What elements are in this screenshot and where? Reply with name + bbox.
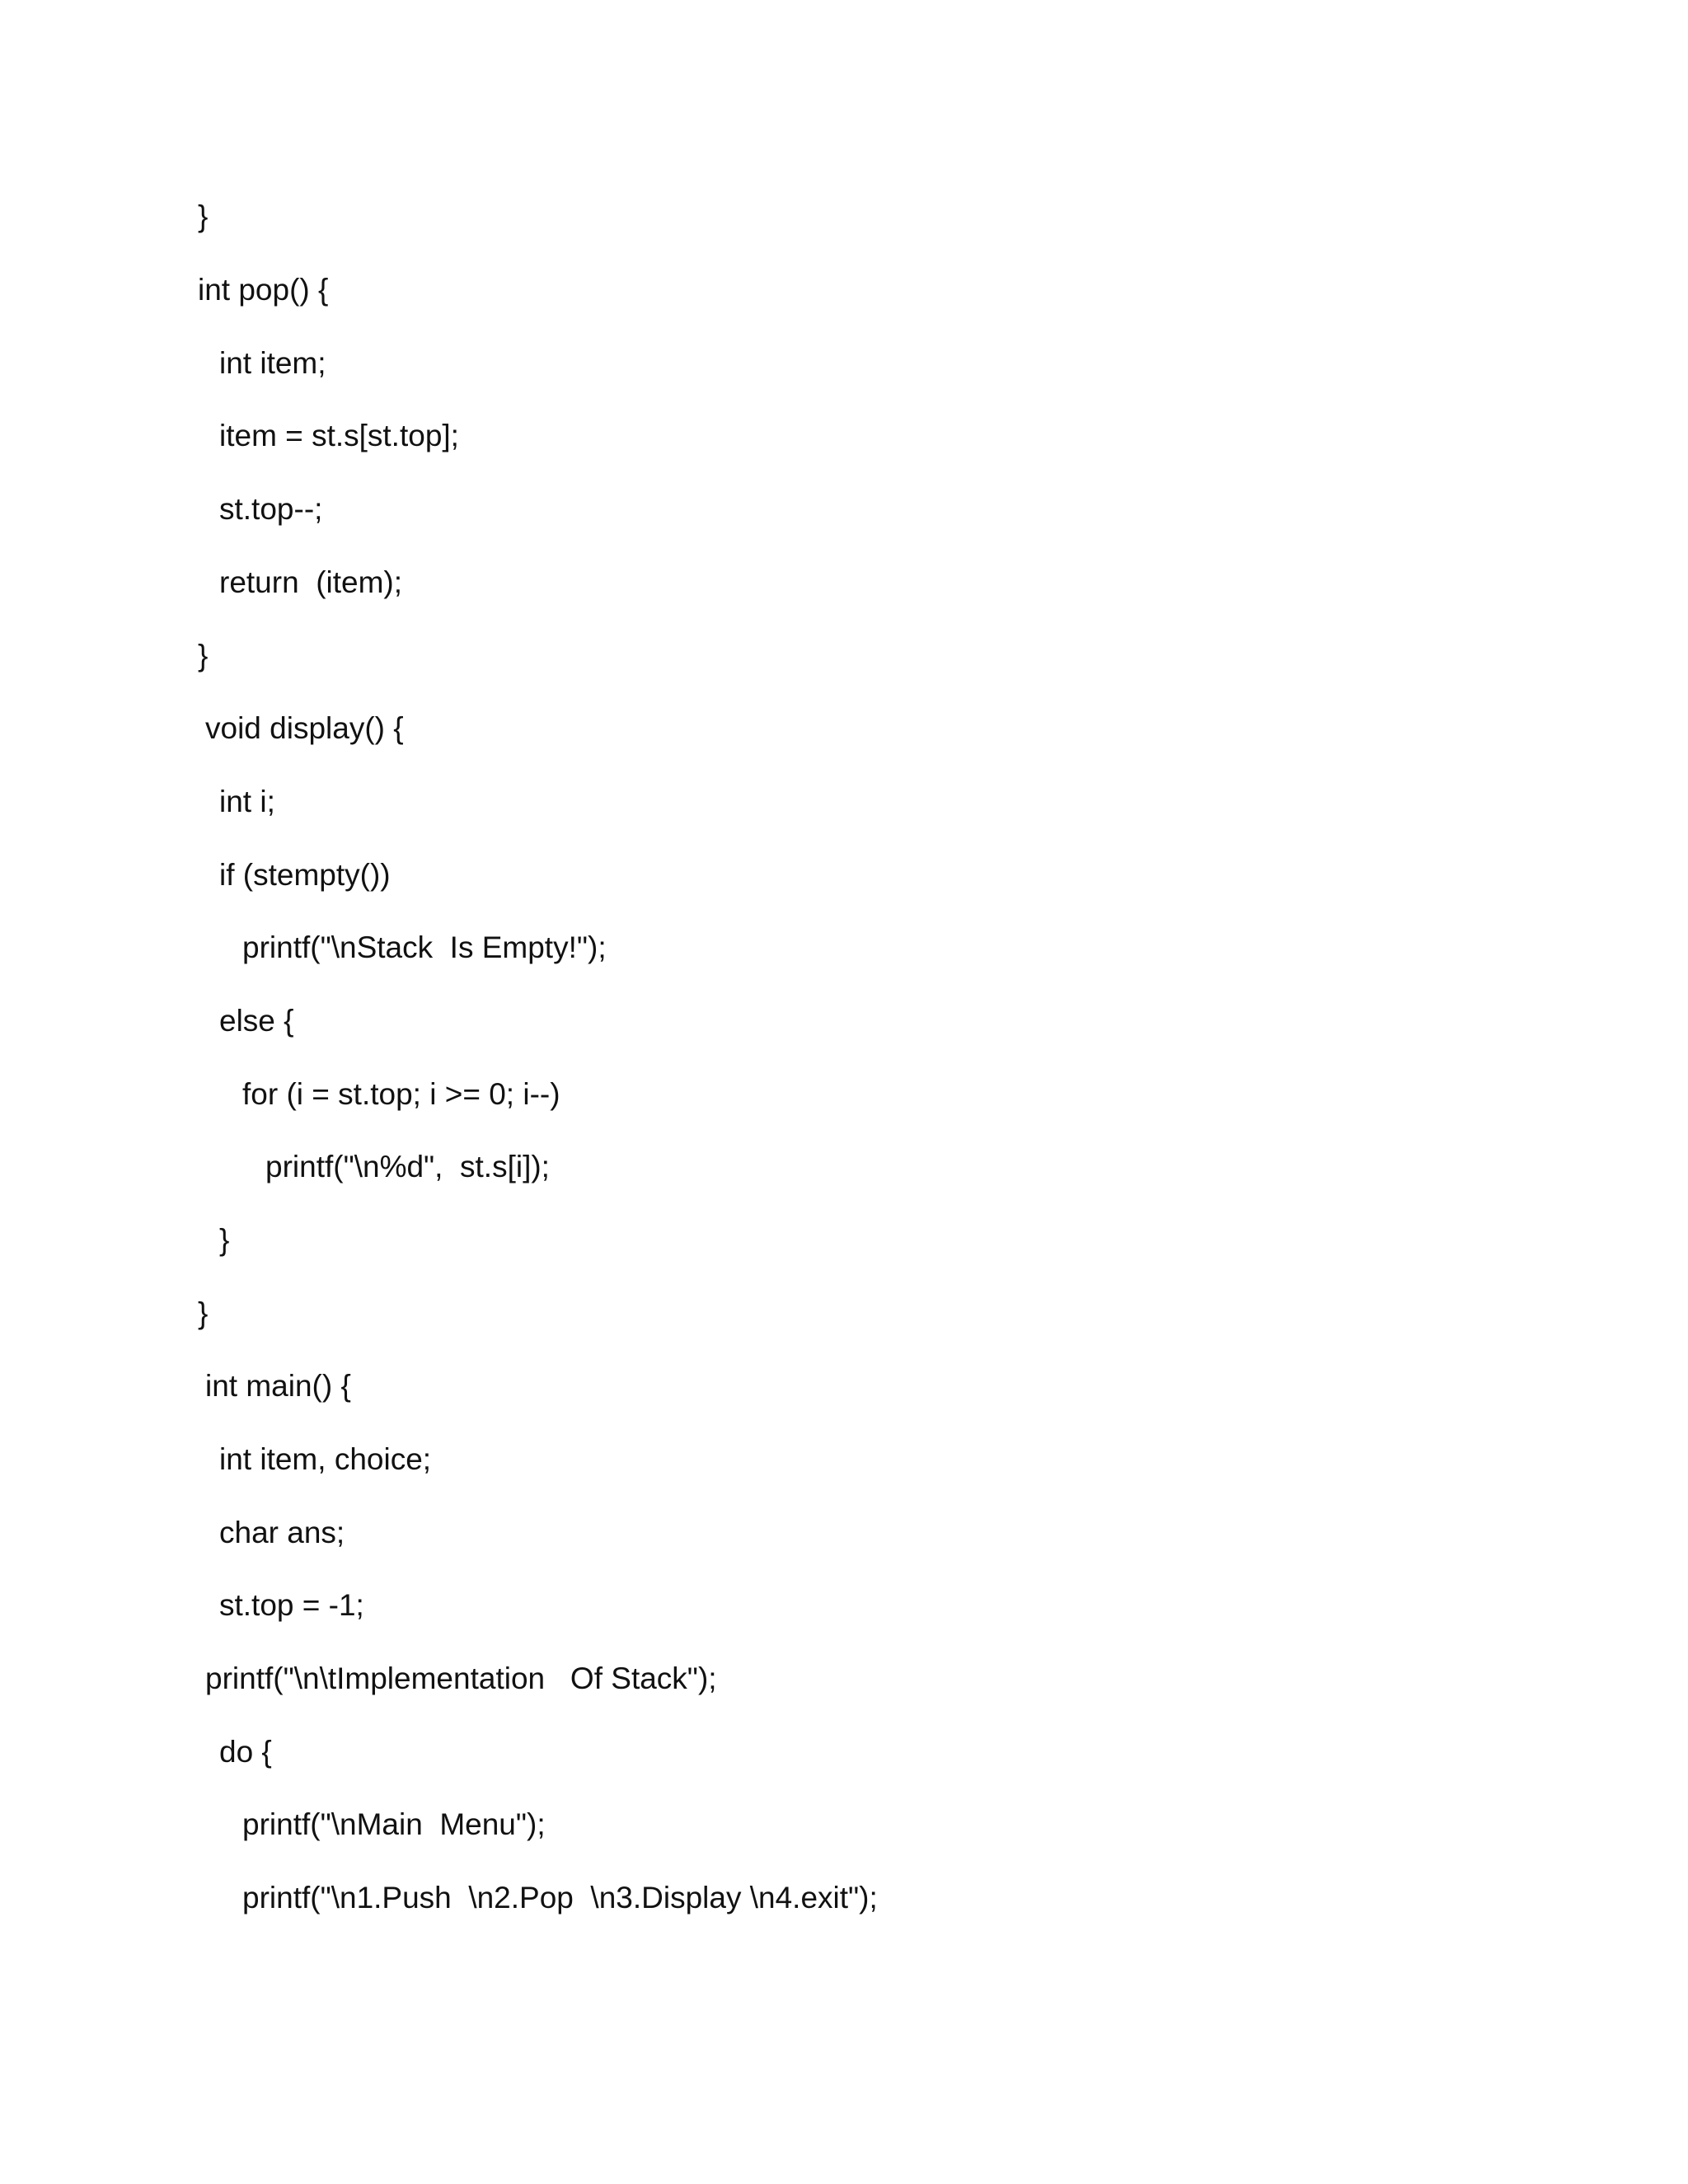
code-line: do { [219,1735,272,1769]
code-line: else { [219,1004,294,1038]
code-line: if (stempty()) [219,858,391,892]
code-line: } [198,1296,209,1330]
code-line: printf("\n%d", st.s[i]); [265,1150,550,1183]
code-line: printf("\n\tImplementation Of Stack"); [205,1661,717,1695]
code-line: } [198,199,209,233]
code-line: } [198,639,209,673]
code-line: void display() { [205,711,404,745]
code-line: printf("\nMain Menu"); [242,1807,546,1841]
code-line: st.top = -1; [219,1588,364,1622]
code-line: int main() { [205,1369,351,1403]
code-line: int pop() { [198,273,329,307]
code-line: } [219,1223,230,1257]
code-line: for (i = st.top; i >= 0; i--) [242,1077,560,1111]
code-line: printf("\n1.Push \n2.Pop \n3.Display \n4.exit"); [242,1881,878,1915]
code-line: st.top--; [219,492,323,526]
code-line: int item, choice; [219,1442,432,1476]
code-line: return (item); [219,565,403,599]
code-line: int item; [219,346,326,380]
code-line: char ans; [219,1516,345,1549]
code-line: item = st.s[st.top]; [219,419,459,452]
code-line: int i; [219,785,275,818]
code-line: printf("\nStack Is Empty!"); [242,930,607,964]
